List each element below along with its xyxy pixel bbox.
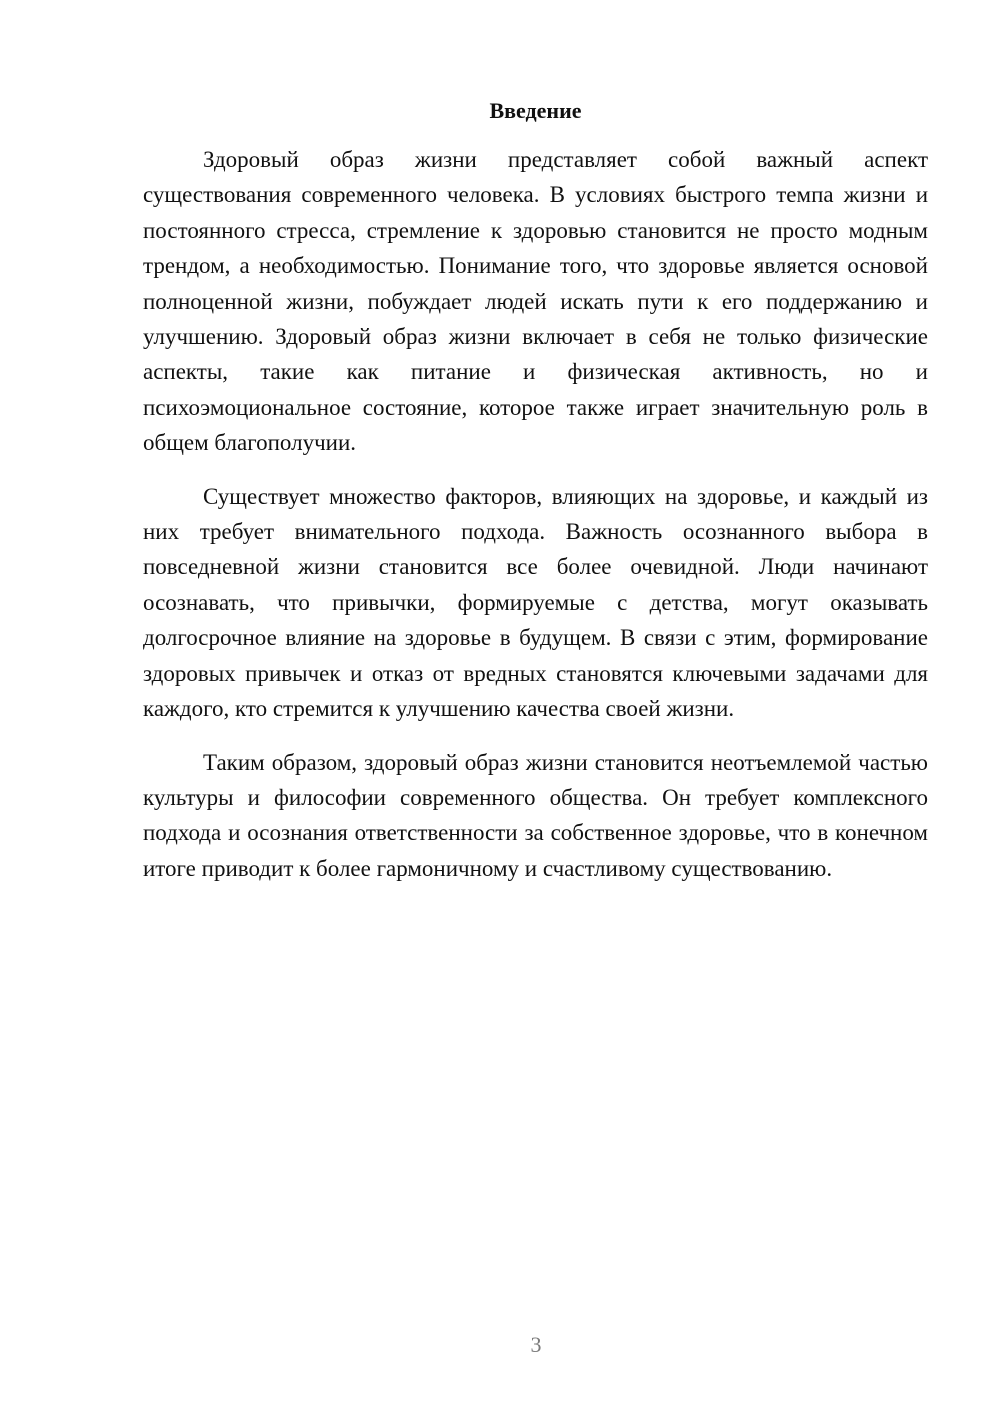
paragraph-3: Таким образом, здоровый образ жизни становится неотъемлемой частью культуры и философии современного общества. Он требует комплексного подхода и осознания ответственности за собственное здоровье, что в конечном итоге приводит к более гармоничному и счастливому существованию. — [143, 749, 928, 881]
paragraph-2: Существует множество факторов, влияющих на здоровье, и каждый из них требует внимательного подхода. Важность осознанного выбора в повседневной жизни становится все более очевидной. Люди начинают осознавать, что привычки, формируемые с детства, могут оказывать долгосрочное влияние на здоровье в будущем. В связи с этим, формирование здоровых привычек и отказ от вредных становятся ключевыми задачами для каждого, кто стремится к улучшению качества своей жизни. — [143, 483, 928, 722]
page-content — [143, 96, 928, 886]
section-heading: Введение — [489, 98, 582, 123]
paragraph-1: Здоровый образ жизни представляет собой важный аспект существования современного человека. В условиях быстрого темпа жизни и постоянного стресса, стремление к здоровью становится не просто модным трендом, а необходимостью. Понимание того, что здоровье является основой полноценной жизни, побуждает людей искать пути к его поддержанию и улучшению. Здоровый образ жизни включает в себя не только физические аспекты, такие как питание и физическая активность, но и психоэмоциональное состояние, которое также играет значительную роль в общем благополучии. — [143, 147, 928, 456]
page-number: 3 — [530, 1332, 542, 1357]
